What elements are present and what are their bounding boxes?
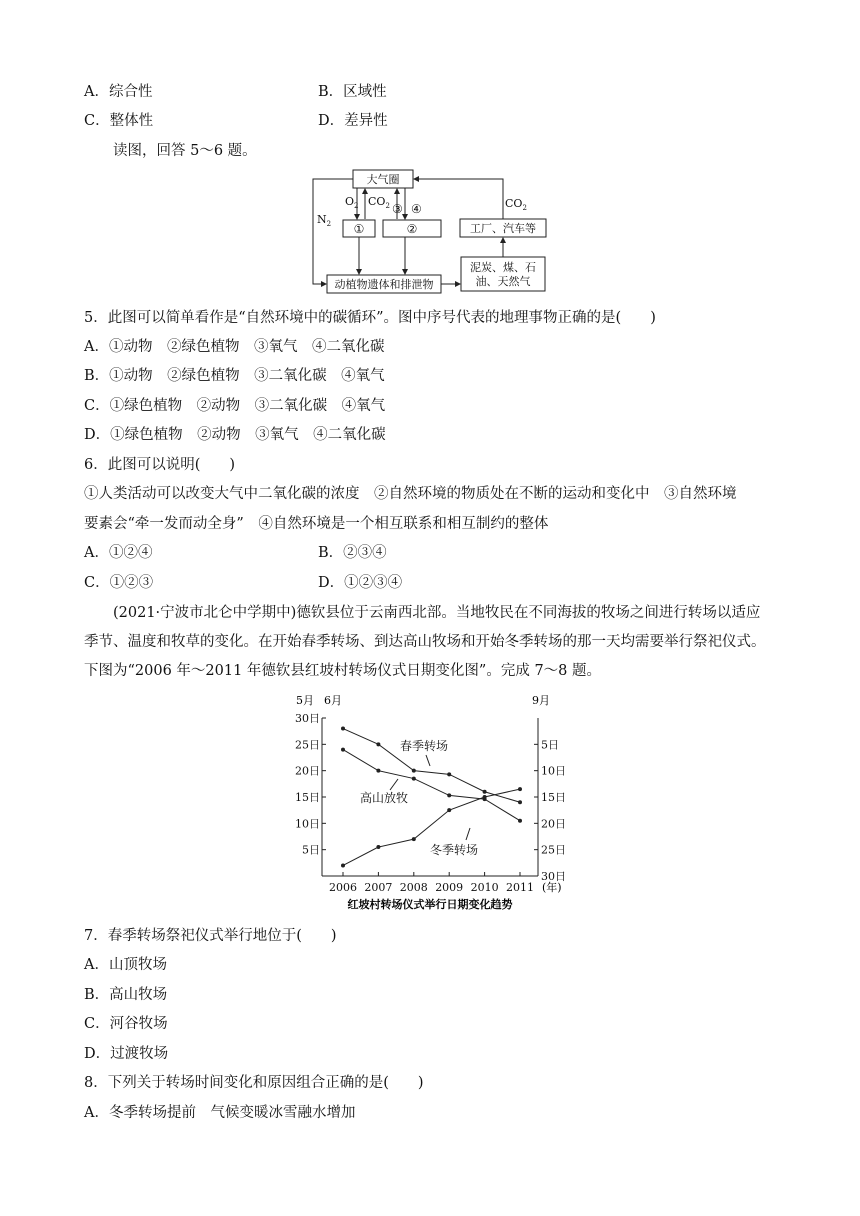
right-tick-label: 30日	[541, 870, 566, 883]
right-axis-month-sept: 9月	[532, 694, 550, 707]
series-point	[412, 837, 416, 841]
q4-option-c: C．整体性	[84, 113, 154, 129]
series-point	[518, 819, 522, 823]
series-point	[412, 769, 416, 773]
diagram-mark-4: ④	[411, 202, 422, 216]
series-label-leader	[390, 779, 398, 790]
diagram-box-1: ①	[353, 222, 365, 236]
diagram-remains: 动植物遗体和排泄物	[334, 278, 434, 291]
q7-stem: 7．春季转场祭祀仪式举行地位于( )	[84, 928, 337, 944]
x-tick-label: 2008	[399, 881, 428, 894]
series-label-leader	[426, 755, 430, 766]
q8-stem: 8．下列关于转场时间变化和原因组合正确的是( )	[84, 1075, 424, 1091]
series-point	[518, 787, 522, 791]
q5-option-d: D．①绿色植物 ②动物 ③氧气 ④二氧化碳	[84, 427, 386, 443]
series-line	[343, 750, 520, 821]
series-point	[447, 808, 451, 812]
diagram-atmosphere: 大气圈	[366, 173, 400, 186]
q7-option-c: C．河谷牧场	[84, 1016, 168, 1032]
left-tick-label: 20日	[295, 764, 320, 778]
x-tick-label: 2011	[506, 881, 534, 894]
series-label: 春季转场	[400, 739, 449, 753]
series-point	[341, 727, 345, 731]
series-point	[483, 790, 487, 794]
right-tick-label: 25日	[541, 843, 566, 857]
right-tick-label: 20日	[541, 817, 566, 831]
series-point	[376, 742, 380, 746]
q6-body-line1: ①人类活动可以改变大气中二氧化碳的浓度 ②自然环境的物质处在不断的运动和变化中 ③自然环境	[84, 486, 737, 502]
left-tick-label: 5日	[302, 843, 320, 857]
q6-option-b: B．②③④	[318, 545, 387, 561]
q6-option-a: A．①②④	[84, 545, 153, 561]
left-tick-label: 30日	[295, 712, 320, 725]
q8-option-a: A．冬季转场提前 气候变暖冰雪融水增加	[84, 1105, 356, 1121]
x-tick-label: 2009	[435, 881, 464, 894]
x-axis-unit: (年)	[542, 881, 562, 894]
series-point	[341, 748, 345, 752]
q7-option-b: B．高山牧场	[84, 987, 168, 1003]
diagram-box-2: ②	[406, 222, 418, 236]
q6-body-line2: 要素会“牵一发而动全身” ④自然环境是一个相互联系和相互制约的整体	[84, 516, 549, 532]
left-tick-label: 25日	[295, 738, 320, 752]
q7-option-a: A．山顶牧场	[84, 957, 167, 973]
series-point	[518, 800, 522, 804]
series-point	[341, 863, 345, 867]
diagram-factory: 工厂、汽车等	[470, 222, 536, 235]
left-tick-label: 15日	[295, 791, 320, 804]
left-axis-month-may: 5月	[296, 694, 314, 707]
intro-5-6: 读图，回答 5～6 题。	[113, 143, 257, 159]
x-tick-label: 2010	[470, 881, 499, 894]
series-point	[412, 777, 416, 781]
series-label-leader	[466, 828, 470, 840]
q5-option-a: A．①动物 ②绿色植物 ③氧气 ④二氧化碳	[84, 339, 385, 355]
q6-option-c: C．①②③	[84, 575, 154, 591]
left-tick-label: 10日	[295, 817, 320, 831]
q4-option-b: B．区域性	[318, 84, 387, 100]
diagram-o2-label: $O_2$	[345, 195, 359, 210]
right-tick-label: 10日	[541, 764, 566, 778]
passage-line2: 季节、温度和牧草的变化。在开始春季转场、到达高山牧场和开始冬季转场的那一天均需要举行祭祀仪式。	[84, 634, 766, 650]
diagram-fossil-line2: 油、天然气	[475, 275, 531, 288]
q7-option-d: D．过渡牧场	[84, 1046, 169, 1062]
q5-option-c: C．①绿色植物 ②动物 ③二氧化碳 ④氧气	[84, 398, 386, 414]
diagram-fossil-line1: 泥炭、煤、石	[470, 261, 536, 274]
series-label: 高山放牧	[360, 791, 409, 805]
diagram-n2-label: $N_2$	[317, 213, 332, 228]
right-tick-label: 15日	[541, 791, 566, 804]
transhumance-date-chart	[280, 692, 580, 914]
q5-stem: 5．此图可以简单看作是“自然环境中的碳循环”。图中序号代表的地理事物正确的是( )	[84, 310, 656, 326]
q4-option-d: D．差异性	[318, 113, 388, 129]
series-point	[376, 845, 380, 849]
x-tick-label: 2006	[329, 881, 357, 894]
diagram-mark-3: ③	[392, 202, 403, 216]
q5-option-b: B．①动物 ②绿色植物 ③二氧化碳 ④氧气	[84, 368, 385, 384]
q6-option-d: D．①②③④	[318, 575, 403, 591]
series-point	[447, 772, 451, 776]
series-point	[483, 795, 487, 799]
diagram-factory-co2-label: $CO_2$	[505, 197, 527, 212]
passage-line3: 下图为“2006 年～2011 年德钦县红坡村转场仪式日期变化图”。完成 7～8 题。	[84, 663, 602, 679]
chart-title: 红坡村转场仪式举行日期变化趋势	[347, 898, 513, 911]
passage-line1: (2021·宁波市北仑中学期中)德钦县位于云南西北部。当地牧民在不同海拔的牧场之间进行转场以适应	[113, 605, 761, 621]
diagram-co2-label: $CO_2$	[368, 195, 390, 210]
series-point	[447, 793, 451, 797]
right-tick-label: 5日	[541, 738, 559, 752]
series-label: 冬季转场	[430, 843, 479, 857]
carbon-cycle-diagram	[305, 165, 561, 295]
left-axis-month-june: 6月	[324, 694, 342, 707]
q6-stem: 6．此图可以说明( )	[84, 457, 236, 473]
x-tick-label: 2007	[364, 881, 393, 894]
series-point	[376, 769, 380, 773]
q4-option-a: A．综合性	[84, 84, 153, 100]
